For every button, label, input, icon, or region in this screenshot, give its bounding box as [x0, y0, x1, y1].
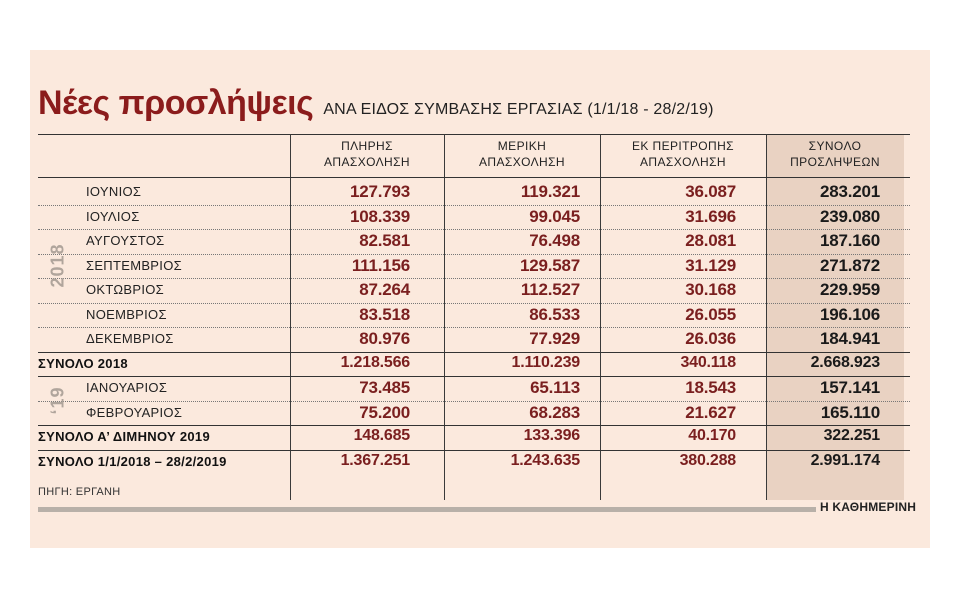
- column-header-part-time: [444, 138, 600, 174]
- value-cell: 340.118: [680, 353, 736, 371]
- column-header-total: [766, 138, 904, 174]
- total-value-cell: 271.872: [819, 255, 880, 275]
- value-cell: 68.283: [529, 402, 580, 422]
- total-value-cell: 157.141: [819, 378, 880, 397]
- table-row: [38, 278, 910, 302]
- chart-subtitle: ΑΝΑ ΕΙΔΟΣ ΣΥΜΒΑΣΗΣ ΕΡΓΑΣΙΑΣ (1/1/18 - 28/2/19): [323, 101, 714, 118]
- table-row: [38, 327, 910, 351]
- month-label: ΣΕΠΤΕΜΒΡΙΟΣ: [86, 257, 182, 273]
- table-row: [38, 401, 910, 425]
- total-label: ΣΥΝΟΛΟ 2018: [38, 355, 128, 371]
- header-line: ΠΛΗΡΗΣ: [341, 139, 393, 153]
- value-cell: 148.685: [353, 427, 410, 444]
- value-cell: 86.533: [529, 304, 580, 324]
- source-note: ΠΗΓΗ: ΕΡΓΑΝΗ: [38, 486, 121, 498]
- table-row: [38, 205, 910, 229]
- value-cell: 80.976: [359, 329, 410, 348]
- total-row: [38, 352, 910, 376]
- value-cell: 73.485: [359, 378, 410, 397]
- value-cell: 18.543: [685, 378, 736, 397]
- total-value-cell: 283.201: [819, 182, 880, 201]
- value-cell: 31.129: [685, 255, 736, 275]
- value-cell: 31.696: [685, 206, 736, 226]
- value-cell: 77.929: [529, 329, 580, 348]
- value-cell: 1.243.635: [510, 451, 580, 469]
- total-value-cell: 229.959: [819, 280, 880, 299]
- value-cell: 40.170: [688, 427, 736, 444]
- month-label: ΙΟΥΝΙΟΣ: [86, 184, 142, 199]
- value-cell: 1.110.239: [511, 353, 580, 371]
- total-row: [38, 425, 910, 449]
- value-cell: 65.113: [530, 378, 580, 397]
- value-cell: 82.581: [359, 231, 410, 250]
- value-cell: 108.339: [349, 206, 410, 226]
- value-cell: 112.527: [520, 280, 580, 299]
- header-line: ΣΥΝΟΛΟ: [808, 139, 862, 153]
- value-cell: 111.156: [351, 255, 410, 275]
- column-header-rotational: [600, 138, 766, 174]
- table-row: [38, 229, 910, 253]
- year-label: 2018: [47, 243, 68, 288]
- value-cell: 87.264: [359, 280, 410, 299]
- column-header-full-time: [290, 138, 444, 174]
- header-line: ΑΠΑΣΧΟΛΗΣΗ: [640, 155, 726, 169]
- value-cell: 26.055: [685, 304, 736, 324]
- title-rule: [38, 134, 910, 135]
- value-cell: 83.518: [359, 304, 410, 324]
- month-label: ΙΑΝΟΥΑΡΙΟΣ: [86, 380, 168, 395]
- table-row: [38, 254, 910, 278]
- header-line: ΕΚ ΠΕΡΙΤΡΟΠΗΣ: [632, 139, 734, 153]
- total-label: ΣΥΝΟΛΟ Α’ ΔΙΜΗΝΟΥ 2019: [38, 429, 210, 444]
- total-value-cell: 322.251: [823, 427, 880, 444]
- header-line: ΑΠΑΣΧΟΛΗΣΗ: [479, 155, 565, 169]
- month-label: ΝΟΕΜΒΡΙΟΣ: [86, 306, 167, 322]
- value-cell: 129.587: [519, 255, 580, 275]
- value-cell: 28.081: [685, 231, 736, 250]
- month-label: ΙΟΥΛΙΟΣ: [86, 208, 140, 224]
- month-label: ΦΕΒΡΟΥΑΡΙΟΣ: [86, 404, 183, 420]
- total-value-cell: 2.991.174: [810, 451, 880, 469]
- total-value-cell: 187.160: [819, 231, 880, 250]
- total-value-cell: 239.080: [819, 206, 880, 226]
- month-label: ΔΕΚΕΜΒΡΙΟΣ: [86, 331, 174, 346]
- total-value-cell: 165.110: [820, 402, 880, 422]
- table-row: [38, 376, 910, 400]
- total-value-cell: 196.106: [819, 304, 880, 324]
- value-cell: 21.627: [685, 402, 736, 422]
- title-block: [38, 84, 714, 128]
- value-cell: 380.288: [679, 451, 736, 469]
- header-line: ΑΠΑΣΧΟΛΗΣΗ: [324, 155, 410, 169]
- value-cell: 26.036: [685, 329, 736, 348]
- header-line: ΠΡΟΣΛΗΨΕΩΝ: [790, 155, 880, 169]
- total-value-cell: 2.668.923: [810, 353, 880, 371]
- total-row: [38, 450, 910, 474]
- chart-title: Νέες προσλήψεις: [38, 84, 314, 122]
- publisher-logo: Η ΚΑΘΗΜΕΡΙΝΗ: [820, 500, 917, 514]
- header-rule: [38, 177, 910, 178]
- year-label: ‘19: [47, 385, 68, 415]
- total-label: ΣΥΝΟΛΟ 1/1/2018 – 28/2/2019: [38, 453, 227, 469]
- bottom-rule: [38, 507, 816, 512]
- value-cell: 1.367.251: [340, 451, 410, 469]
- value-cell: 99.045: [529, 206, 580, 226]
- value-cell: 76.498: [529, 231, 580, 250]
- total-value-cell: 184.941: [819, 329, 880, 348]
- header-line: ΜΕΡΙΚΗ: [497, 139, 547, 153]
- month-label: ΑΥΓΟΥΣΤΟΣ: [86, 233, 165, 248]
- value-cell: 127.793: [349, 182, 410, 201]
- value-cell: 133.396: [523, 427, 580, 444]
- value-cell: 30.168: [685, 280, 736, 299]
- table-row: [38, 303, 910, 327]
- value-cell: 119.321: [520, 182, 580, 201]
- table-row: [38, 180, 910, 204]
- value-cell: 75.200: [359, 402, 410, 422]
- value-cell: 1.218.566: [340, 353, 410, 371]
- value-cell: 36.087: [685, 182, 736, 201]
- month-label: ΟΚΤΩΒΡΙΟΣ: [86, 282, 165, 297]
